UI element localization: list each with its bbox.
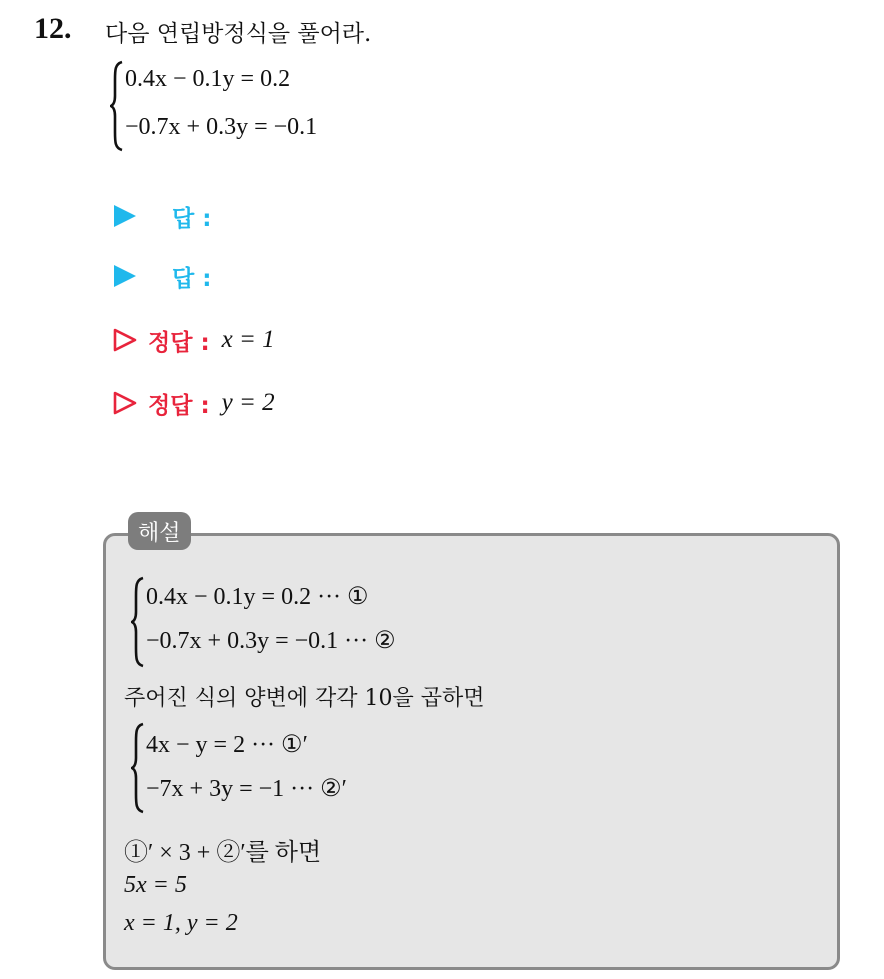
answer-row-1 [112, 196, 211, 236]
play-icon [112, 263, 138, 289]
question-prompt: 다음 연립방정식을 풀어라. [105, 21, 372, 47]
question-equation-1: 0.4x − 0.1y = 0.2 [125, 66, 291, 92]
explanation-equation-4: −7x + 3y = −1 ··· ②′ [146, 776, 347, 802]
outline-triangle-icon [112, 327, 138, 353]
question-equation-2: −0.7x + 0.3y = −0.1 [125, 114, 318, 140]
left-brace-icon [131, 722, 145, 814]
explanation-step-3: 5x = 5 [124, 872, 187, 898]
correct-answer-row-2 [112, 383, 275, 423]
explanation-equation-1: 0.4x − 0.1y = 0.2 ··· ① [146, 584, 369, 610]
explanation-equation-2: −0.7x + 0.3y = −0.1 ··· ② [146, 628, 396, 654]
play-icon [112, 203, 138, 229]
left-brace-icon [110, 60, 124, 152]
correct-answer-value-x: x = 1 [221, 326, 275, 353]
correct-answer-value-y: y = 2 [221, 389, 275, 416]
explanation-tab: 해설 [128, 512, 191, 550]
question-number: 12. [34, 12, 72, 45]
explanation-system-2 [131, 720, 531, 816]
explanation-step-1: 주어진 식의 양변에 각각 10을 곱하면 [124, 686, 485, 711]
explanation-step-4: x = 1, y = 2 [124, 910, 238, 936]
explanation-system-1 [131, 574, 531, 670]
correct-answer-label: 정답 : [148, 329, 210, 356]
question-equation-system [110, 58, 510, 154]
answer-label: 답 : [172, 205, 212, 232]
correct-answer-row-1 [112, 320, 275, 360]
left-brace-icon [131, 576, 145, 668]
answer-row-2 [112, 256, 211, 296]
answer-label: 답 : [172, 265, 212, 292]
outline-triangle-icon [112, 390, 138, 416]
correct-answer-label: 정답 : [148, 392, 210, 419]
explanation-equation-3: 4x − y = 2 ··· ①′ [146, 732, 308, 758]
explanation-step-2: ①′ × 3 + ②′를 하면 [124, 840, 322, 866]
